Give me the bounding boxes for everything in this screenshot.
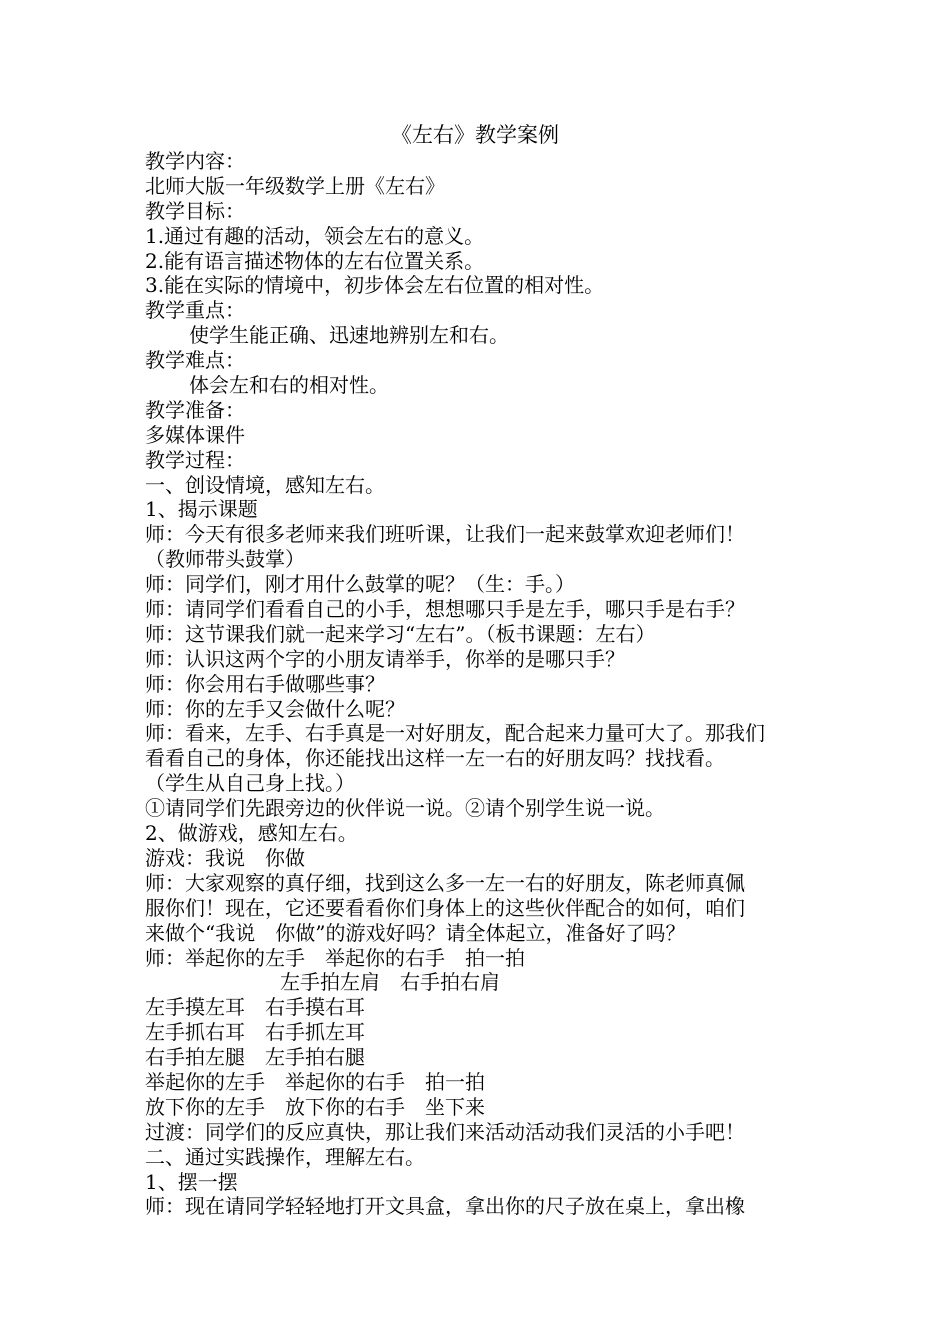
document-title: 《左右》教学案例 [391, 123, 559, 147]
text-line: 来做个“我说 你做”的游戏好吗？请全体起立，准备好了吗？ [145, 920, 686, 945]
text-line: 师：看来，左手、右手真是一对好朋友，配合起来力量可大了。那我们 [145, 721, 765, 746]
text-line: 1.通过有趣的活动，领会左右的意义。 [145, 223, 485, 248]
text-line: 教学准备： [145, 397, 245, 422]
text-line: 二、通过实践操作，理解左右。 [145, 1144, 425, 1169]
text-line: 左手摸左耳 右手摸右耳 [145, 995, 365, 1020]
text-line: 看看自己的身体，你还能找出这样一左一右的好朋友吗？找找看。 [145, 746, 725, 771]
text-line: 师：你会用右手做哪些事？ [145, 671, 385, 696]
text-line: （学生从自己身上找。） [145, 771, 355, 796]
text-line: 师：现在请同学轻轻地打开文具盒，拿出你的尺子放在桌上，拿出橡 [145, 1194, 745, 1219]
text-line: 2.能有语言描述物体的左右位置关系。 [145, 248, 485, 273]
text-line: 体会左和右的相对性。 [189, 373, 389, 398]
document-body [145, 149, 815, 1219]
text-line: （教师带头鼓掌） [145, 547, 305, 572]
text-line: 多媒体课件 [145, 422, 245, 447]
text-line: 右手拍左腿 左手拍右腿 [145, 1045, 365, 1070]
text-line: 1、揭示课题 [145, 497, 258, 522]
text-line: 使学生能正确、迅速地辨别左和右。 [189, 323, 509, 348]
text-line: 游戏：我说 你做 [145, 845, 305, 870]
text-line: 师：请同学们看看自己的小手，想想哪只手是左手，哪只手是右手？ [145, 597, 745, 622]
text-line: 师：大家观察的真仔细，找到这么多一左一右的好朋友，陈老师真佩 [145, 870, 745, 895]
text-line: 教学难点： [145, 348, 245, 373]
text-line: 左手拍左肩 右手拍右肩 [280, 970, 500, 995]
text-line: 举起你的左手 举起你的右手 拍一拍 [145, 1069, 485, 1094]
text-line: 师：同学们，刚才用什么鼓掌的呢？（生：手。） [145, 572, 575, 597]
text-line: 师：今天有很多老师来我们班听课，让我们一起来鼓掌欢迎老师们！ [145, 522, 745, 547]
text-line: 教学目标： [145, 198, 245, 223]
text-line: 教学过程： [145, 447, 245, 472]
text-line: 教学重点： [145, 298, 245, 323]
text-line: 左手抓右耳 右手抓左耳 [145, 1020, 365, 1045]
text-line: 1、摆一摆 [145, 1169, 238, 1194]
text-line: 师：你的左手又会做什么呢？ [145, 696, 405, 721]
text-line: 一、创设情境，感知左右。 [145, 472, 385, 497]
text-line: 过渡：同学们的反应真快，那让我们来活动活动我们灵活的小手吧！ [145, 1119, 745, 1144]
text-line: ①请同学们先跟旁边的伙伴说一说。②请个别学生说一说。 [145, 796, 665, 821]
text-line: 2、做游戏，感知左右。 [145, 821, 358, 846]
text-line: 师：这节课我们就一起来学习“左右”。（板书课题：左右） [145, 621, 656, 646]
text-line: 北师大版一年级数学上册《左右》 [145, 173, 445, 198]
text-line: 放下你的左手 放下你的右手 坐下来 [145, 1094, 485, 1119]
text-line: 3.能在实际的情境中，初步体会左右位置的相对性。 [145, 273, 605, 298]
text-line: 师：举起你的左手 举起你的右手 拍一拍 [145, 945, 525, 970]
text-line: 服你们！现在，它还要看看你们身体上的这些伙伴配合的如何，咱们 [145, 895, 745, 920]
text-line: 师：认识这两个字的小朋友请举手，你举的是哪只手？ [145, 646, 625, 671]
text-line: 教学内容： [145, 149, 245, 173]
